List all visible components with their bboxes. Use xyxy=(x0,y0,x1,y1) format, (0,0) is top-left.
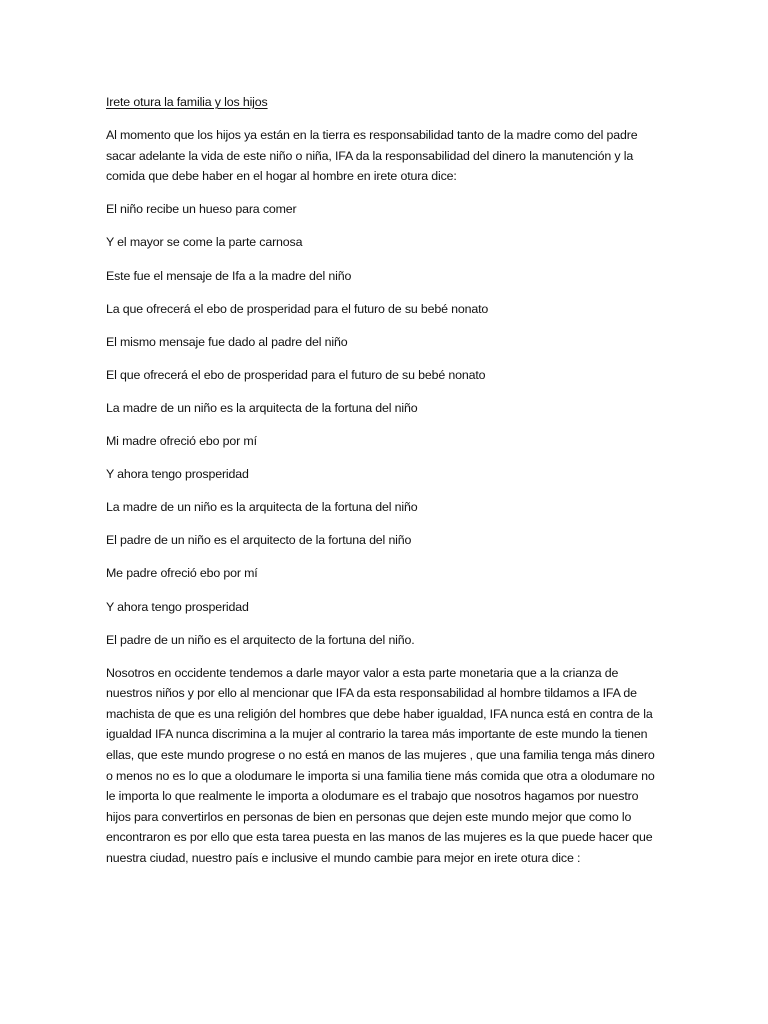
paragraph: El que ofrecerá el ebo de prosperidad para el futuro de su bebé nonato xyxy=(106,367,486,382)
paragraph: La madre de un niño es la arquitecta de la fortuna del niño xyxy=(106,400,418,415)
paragraph: Al momento que los hijos ya están en la tierra es responsabilidad tanto de la madre como del padre sacar adelante la vida de este niño o niña, IFA da la responsabilidad del dinero la manutención y la comida que debe haber en el hogar al hombre en irete otura dice: xyxy=(106,128,638,184)
paragraph: Me padre ofreció ebo por mí xyxy=(106,566,258,581)
paragraph: El niño recibe un hueso para comer xyxy=(106,202,297,217)
paragraph: La madre de un niño es la arquitecta de la fortuna del niño xyxy=(106,500,418,515)
document-title: Irete otura la familia y los hijos xyxy=(106,95,268,109)
paragraph: El padre de un niño es el arquitecto de la fortuna del niño xyxy=(106,533,412,548)
paragraph: La que ofrecerá el ebo de prosperidad para el futuro de su bebé nonato xyxy=(106,301,489,316)
paragraph: Y ahora tengo prosperidad xyxy=(106,599,249,614)
document-page xyxy=(106,92,661,881)
paragraph: Y ahora tengo prosperidad xyxy=(106,467,249,482)
paragraph: Este fue el mensaje de Ifa a la madre del niño xyxy=(106,268,352,283)
paragraph: Nosotros en occidente tendemos a darle mayor valor a esta parte monetaria que a la crianza de nuestros niños y por ello al mencionar que IFA da esta responsabilidad al hombre tildamos a IFA de machista de que es una religión del hombres que debe haber igualdad, IFA nunca está en contra de la igualdad IFA nunca discrimina a la mujer al contrario la tarea más importante de este mundo la tienen ellas, que este mundo progrese o no está en manos de las mujeres , que una familia tenga más dinero o menos no es lo que a olodumare le importa si una familia tiene más comida que otra a olodumare no le importa lo que realmente le importa a olodumare es el trabajo que nosotros hagamos por nuestro hijos para convertirlos en personas de bien en personas que dejen este mundo mejor que como lo encontraron es por ello que esta tarea puesta en las manos de las mujeres es la que puede hacer que nuestra ciudad, nuestro país e inclusive el mundo cambie para mejor en irete otura dice : xyxy=(106,665,655,866)
paragraph: Y el mayor se come la parte carnosa xyxy=(106,235,303,250)
paragraph: El mismo mensaje fue dado al padre del niño xyxy=(106,334,348,349)
paragraph: Mi madre ofreció ebo por mí xyxy=(106,434,257,449)
paragraph: El padre de un niño es el arquitecto de la fortuna del niño. xyxy=(106,632,415,647)
